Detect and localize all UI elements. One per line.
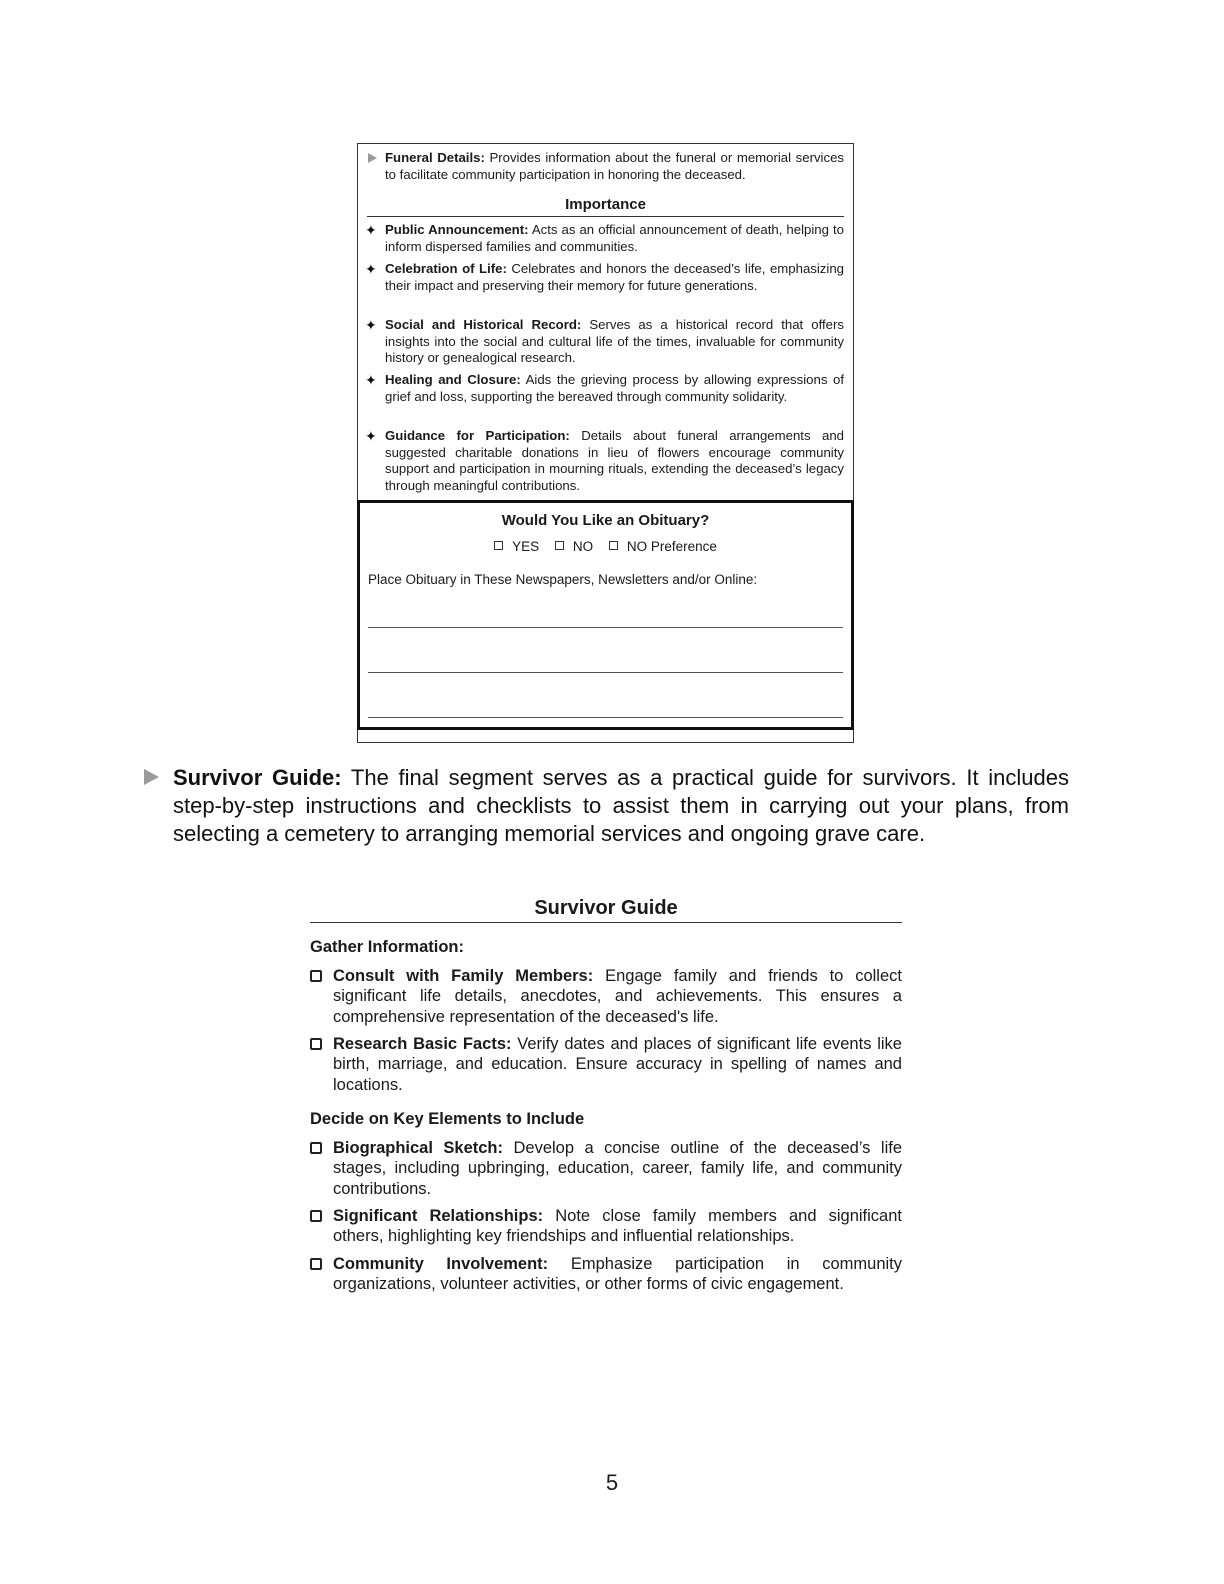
write-in-line[interactable] (368, 672, 843, 673)
importance-box (357, 143, 854, 743)
checklist-item-biographical-sketch (310, 1138, 902, 1199)
funeral-details-text: Provides information about the funeral or memorial services to facilitate community participation in honoring the deceased. (385, 150, 845, 182)
item-text: Celebrates and honors the deceased’s life, emphasizing their impact and preserving their memory for future generations. (385, 261, 844, 293)
importance-item-celebration-of-life (385, 261, 844, 294)
checkbox-icon[interactable] (310, 1210, 322, 1222)
checkbox-icon[interactable] (609, 541, 618, 550)
checkbox-icon[interactable] (310, 1038, 322, 1050)
checkbox-icon[interactable] (310, 1142, 322, 1154)
item-text: Note close family members and significant others, highlighting key friendships and influential relationships. (333, 1207, 902, 1246)
checklist-item-community-involvement (310, 1254, 902, 1295)
survivor-guide-paragraph (173, 764, 1069, 848)
write-in-line[interactable] (368, 717, 843, 718)
item-label: Celebration of Life: (385, 261, 507, 276)
item-text: Serves as a historical record that offers insights into the social and cultural life of the times, invaluable for community history or genealogical research. (385, 317, 844, 365)
checkbox-icon[interactable] (494, 541, 503, 550)
item-label: Significant Relationships: (333, 1207, 544, 1225)
obituary-place-label: Place Obituary in These Newspapers, Newsletters and/or Online: (368, 572, 758, 587)
importance-item-public-announcement (385, 222, 844, 255)
star-bullet-icon: ✦ (365, 317, 377, 333)
survivor-guide-text: The final segment serves as a practical guide for survivors. It includes step-by-step instructions and checklists to assist them in carrying out your plans, from selecting a cemetery to arranging memorial services and ongoing grave care. (173, 765, 1069, 846)
item-text: Aids the grieving process by allowing expressions of grief and loss, supporting the bereaved through community solidarity. (385, 372, 844, 404)
option-no-preference[interactable] (609, 539, 717, 554)
option-no[interactable] (555, 539, 593, 554)
funeral-details-paragraph (385, 150, 844, 183)
survivor-guide-title: Survivor Guide (310, 896, 902, 923)
triangle-bullet-icon (144, 769, 159, 785)
option-label: YES (512, 539, 540, 554)
item-label: Consult with Family Members: (333, 967, 594, 985)
option-label: NO (572, 539, 594, 554)
triangle-bullet-icon (368, 153, 377, 163)
importance-item-guidance-participation (385, 428, 844, 494)
item-text: Details about funeral arrangements and suggested charitable donations in lieu of flowers encourage community support and participation in mourning rituals, extending the deceased’s legacy through meaningful contributions. (385, 428, 844, 493)
obituary-options (360, 539, 851, 554)
option-yes[interactable] (494, 539, 539, 554)
importance-heading: Importance (367, 196, 844, 217)
item-text: Develop a concise outline of the deceased’s life stages, including upbringing, education, career, family life, and community contributions. (333, 1139, 902, 1198)
importance-item-social-historical-record (385, 317, 844, 367)
option-label: NO Preference (626, 539, 717, 554)
obituary-question: Would You Like an Obituary? (501, 512, 710, 529)
item-label: Public Announcement: (385, 222, 529, 237)
item-text: Engage family and friends to collect significant life details, anecdotes, and achievements. This ensures a comprehensive representation of the deceased's life. (333, 967, 902, 1026)
star-bullet-icon: ✦ (365, 372, 377, 388)
star-bullet-icon: ✦ (365, 222, 377, 238)
item-text: Emphasize participation in community organizations, volunteer activities, or other forms of civic engagement. (333, 1255, 903, 1294)
gather-information-heading: Gather Information: (310, 938, 465, 956)
checkbox-icon[interactable] (310, 1258, 322, 1270)
checkbox-icon[interactable] (310, 970, 322, 982)
checkbox-icon[interactable] (555, 541, 564, 550)
page-number: 5 (605, 1470, 619, 1495)
survivor-guide-label: Survivor Guide: (173, 765, 342, 790)
importance-item-healing-closure (385, 372, 844, 405)
obituary-form (357, 500, 854, 730)
decide-key-elements-heading: Decide on Key Elements to Include (310, 1110, 585, 1128)
item-label: Research Basic Facts: (333, 1035, 512, 1053)
checklist-item-significant-relationships (310, 1206, 902, 1247)
checklist-item-consult-family (310, 966, 902, 1027)
item-label: Biographical Sketch: (333, 1139, 504, 1157)
item-label: Social and Historical Record: (385, 317, 582, 332)
survivor-guide-section (310, 896, 903, 1294)
item-label: Community Involvement: (333, 1255, 549, 1273)
item-text: Acts as an official announcement of death, helping to inform dispersed families and communities. (385, 222, 844, 254)
funeral-details-label: Funeral Details: (385, 150, 485, 165)
item-label: Healing and Closure: (385, 372, 521, 387)
item-text: Verify dates and places of significant life events like birth, marriage, and education. Ensure accuracy in spelling of names and locations. (333, 1035, 902, 1094)
star-bullet-icon: ✦ (365, 428, 377, 444)
star-bullet-icon: ✦ (365, 261, 377, 277)
write-in-line[interactable] (368, 627, 843, 628)
checklist-item-research-facts (310, 1034, 902, 1095)
item-label: Guidance for Participation: (385, 428, 570, 443)
